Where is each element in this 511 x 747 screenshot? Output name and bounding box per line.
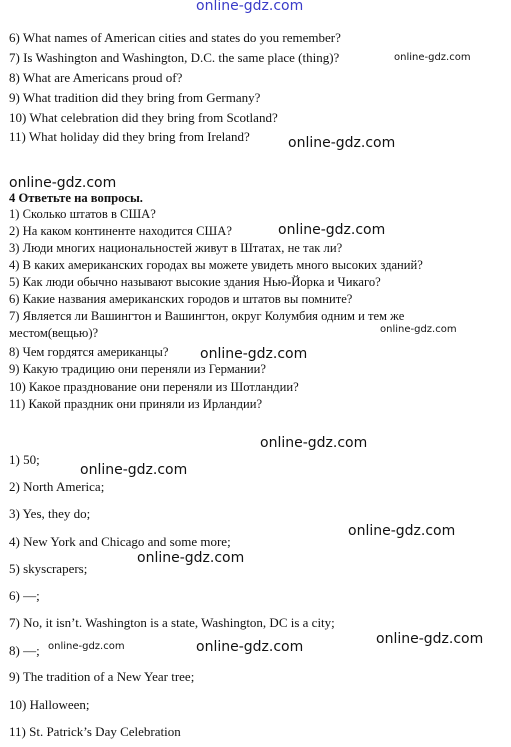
russian-question: 1) Сколько штатов в США?: [9, 207, 156, 221]
watermark: online-gdz.com: [200, 346, 308, 362]
answer-line: 10) Halloween;: [9, 697, 90, 712]
english-question: 9) What tradition did they bring from Germany?: [9, 90, 261, 105]
answer-line: 6) —;: [9, 588, 40, 603]
russian-question: 5) Как люди обычно называют высокие здания Нью-Йорка и Чикаго?: [9, 275, 381, 289]
russian-question: 11) Какой праздник они приняли из Ирландии?: [9, 397, 263, 411]
watermark: online-gdz.com: [9, 175, 117, 191]
answer-line: 9) The tradition of a New Year tree;: [9, 669, 195, 684]
russian-question: 10) Какое празднование они переняли из Шотландии?: [9, 380, 299, 394]
answer-line: 11) St. Patrick’s Day Celebration: [9, 724, 181, 739]
english-question: 7) Is Washington and Washington, D.C. the same place (thing)?: [9, 50, 340, 65]
watermark: online-gdz.com: [348, 523, 456, 539]
watermark: online-gdz.com: [137, 550, 245, 566]
russian-question: 6) Какие названия американских городов и штатов вы помните?: [9, 292, 353, 306]
header-watermark: online-gdz.com: [196, 0, 304, 14]
russian-question: 7) Является ли Вашингтон и Вашингтон, округ Колумбия одним и тем же: [9, 309, 405, 323]
watermark: online-gdz.com: [394, 52, 471, 63]
answer-line: 7) No, it isn’t. Washington is a state, Washington, DC is a city;: [9, 615, 335, 630]
answer-line: 1) 50;: [9, 452, 40, 467]
watermark: online-gdz.com: [278, 222, 386, 238]
watermark: online-gdz.com: [48, 641, 125, 652]
russian-question: 3) Люди многих национальностей живут в Штатах, не так ли?: [9, 241, 343, 255]
russian-question: 2) На каком континенте находится США?: [9, 224, 232, 238]
section-title: 4 Ответьте на вопросы.: [9, 191, 143, 205]
watermark: online-gdz.com: [376, 631, 484, 647]
watermark: online-gdz.com: [80, 462, 188, 478]
answer-line: 4) New York and Chicago and some more;: [9, 534, 231, 549]
watermark: online-gdz.com: [288, 135, 396, 151]
english-question: 10) What celebration did they bring from Scotland?: [9, 110, 278, 125]
english-question: 11) What holiday did they bring from Ireland?: [9, 129, 250, 144]
watermark: online-gdz.com: [380, 324, 457, 335]
answer-line: 8) —;: [9, 643, 40, 658]
watermark: online-gdz.com: [196, 639, 304, 655]
answer-line: 2) North America;: [9, 479, 105, 494]
answer-line: 5) skyscrapers;: [9, 561, 88, 576]
russian-question: 4) В каких американских городах вы можете увидеть много высоких зданий?: [9, 258, 423, 272]
russian-question: 9) Какую традицию они переняли из Германии?: [9, 362, 266, 376]
russian-question: местом(вещью)?: [9, 326, 99, 340]
answer-line: 3) Yes, they do;: [9, 506, 91, 521]
english-question: 6) What names of American cities and states do you remember?: [9, 30, 341, 45]
watermark: online-gdz.com: [260, 435, 368, 451]
russian-question: 8) Чем гордятся американцы?: [9, 345, 169, 359]
english-question: 8) What are Americans proud of?: [9, 70, 183, 85]
